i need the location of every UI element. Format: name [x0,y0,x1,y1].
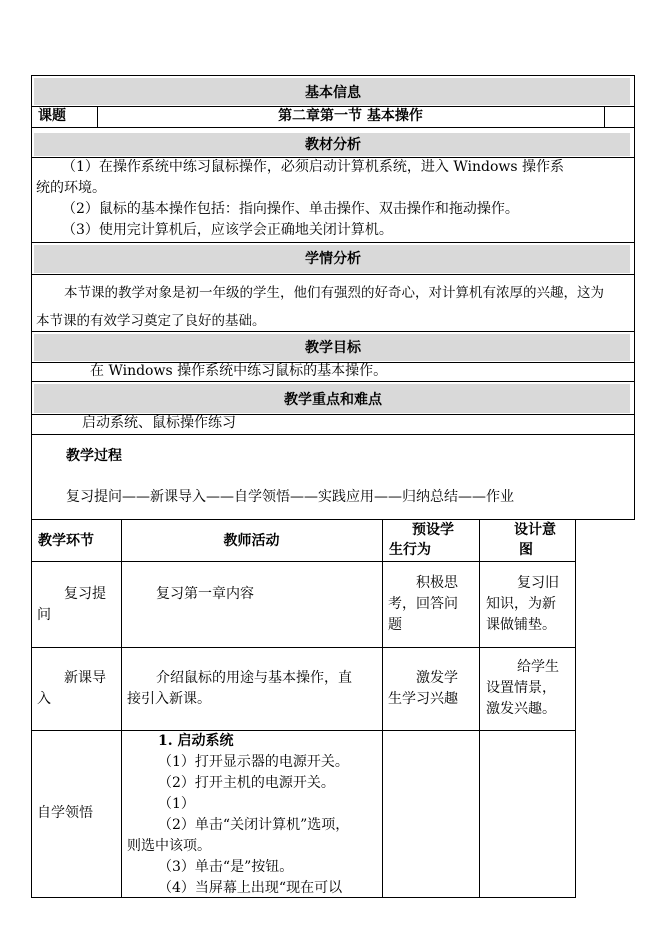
student-analysis-line-1: 本节课的教学对象是初一年级的学生，他们有强烈的好奇心，对计算机有浓厚的兴趣，这为 [64,285,604,301]
key-points-header: 教学重点和难点 [284,392,382,408]
row1-teacher: 复习第一章内容 [156,586,254,602]
teaching-goal-text: 在 Windows 操作系统中练习鼠标的基本操作。 [90,363,388,379]
row2-design-line-2: 设置情景， [486,680,556,696]
material-paragraph-1-line-2: 统的环境。 [36,180,106,196]
row1-design-line-1: 复习旧 [517,575,559,591]
row2-design-line-3: 激发兴趣。 [486,701,556,717]
row1-stage-line-2: 问 [37,607,51,623]
row3-teacher-line-6: （3）单击“是”按钮。 [158,859,294,875]
row2-student-line-2: 生学习兴趣 [388,691,458,707]
topic-value: 第二章第一节 基本操作 [278,108,423,124]
header-teacher: 教师活动 [223,533,280,549]
row1-design-line-3: 课做铺垫。 [486,617,556,633]
row3-teacher-line-5: 则选中该项。 [127,838,211,854]
header-stage: 教学环节 [38,533,94,549]
process-flow: 复习提问——新课导入——自学领悟——实践应用——归纳总结——作业 [66,489,514,505]
row1-student-line-1: 积极思 [416,575,458,591]
header-student-line-2: 生行为 [389,542,431,558]
row3-teacher-line-3: （1） [158,796,195,812]
process-title: 教学过程 [66,448,122,464]
row3-teacher-line-2: （2）打开主机的电源开关。 [158,775,335,791]
header-design-line-2: 图 [519,542,533,558]
material-paragraph-3: （3）使用完计算机后，应该学会正确地关闭计算机。 [62,222,393,238]
row3-teacher-title: 1. 启动系统 [158,733,234,749]
row1-design-line-2: 知识，为新 [486,596,556,612]
row3-teacher-line-1: （1）打开显示器的电源开关。 [158,754,349,770]
basic-info-header: 基本信息 [305,85,361,101]
row2-teacher-line-1: 介绍鼠标的用途与基本操作，直 [156,670,352,686]
row3-teacher-line-7: （4）当屏幕上出现“现在可以 [158,880,343,896]
row1-student-line-2: 考，回答问 [388,596,458,612]
topic-label: 课题 [38,108,66,124]
header-design-line-1: 设计意 [514,522,556,538]
row2-design-line-1: 给学生 [517,659,559,675]
material-analysis-header: 教材分析 [305,137,361,153]
row3-stage: 自学领悟 [37,805,93,821]
row2-stage-line-1: 新课导 [64,670,106,686]
row1-student-line-3: 题 [388,617,402,633]
teaching-goal-header: 教学目标 [305,340,361,356]
key-points-text: 启动系统、鼠标操作练习 [82,415,236,431]
material-paragraph-2: （2）鼠标的基本操作包括：指向操作、单击操作、双击操作和拖动操作。 [62,201,519,217]
header-student-line-1: 预设学 [412,522,454,538]
row2-stage-line-2: 入 [37,691,51,707]
student-analysis-line-2: 本节课的有效学习奠定了良好的基础。 [36,313,266,329]
row2-teacher-line-2: 接引入新课。 [127,691,211,707]
row3-teacher-line-4: （2）单击“关闭计算机”选项， [158,817,350,833]
material-paragraph-1-line-1: （1）在操作系统中练习鼠标操作，必须启动计算机系统，进入 Windows 操作系 [62,159,565,175]
row1-stage-line-1: 复习提 [64,586,106,602]
student-analysis-header: 学情分析 [305,251,361,267]
row2-student-line-1: 激发学 [416,670,458,686]
